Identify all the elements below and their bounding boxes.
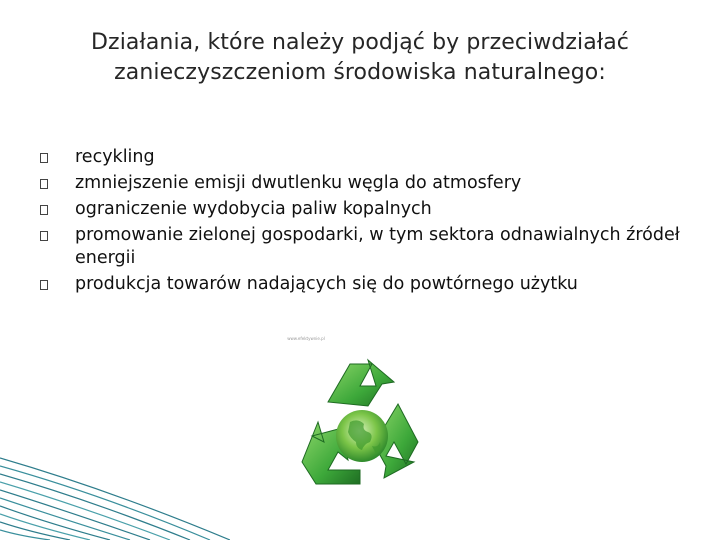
bullet-box-icon xyxy=(40,179,48,189)
title-line-1: Działania, które należy podjąć by przeciwdziałać xyxy=(91,30,629,55)
bullet-text: promowanie zielonej gospodarki, w tym sektora odnawialnych źródeł energii xyxy=(75,225,680,268)
recycle-globe-icon xyxy=(298,352,430,500)
title-line-2: zanieczyszczeniom środowiska naturalnego: xyxy=(114,60,606,85)
bullet-box-icon xyxy=(40,231,48,241)
bullet-item xyxy=(40,198,690,221)
bullet-text: recykling xyxy=(75,147,155,167)
bullet-box-icon xyxy=(40,205,48,215)
bullet-item xyxy=(40,172,690,195)
decorative-corner-stripes xyxy=(0,450,230,540)
bullet-item xyxy=(40,273,690,296)
bullet-text: zmniejszenie emisji dwutlenku węgla do atmosfery xyxy=(75,173,522,193)
bullet-text: produkcja towarów nadających się do powtórnego użytku xyxy=(75,274,578,294)
bullet-box-icon xyxy=(40,280,48,290)
bullet-list xyxy=(40,146,690,299)
bullet-item xyxy=(40,224,690,270)
bullet-item xyxy=(40,146,690,169)
image-watermark: www.efektywnie.pl xyxy=(287,336,325,341)
bullet-box-icon xyxy=(40,153,48,163)
bullet-text: ograniczenie wydobycia paliw kopalnych xyxy=(75,199,432,219)
slide-title xyxy=(60,28,660,88)
